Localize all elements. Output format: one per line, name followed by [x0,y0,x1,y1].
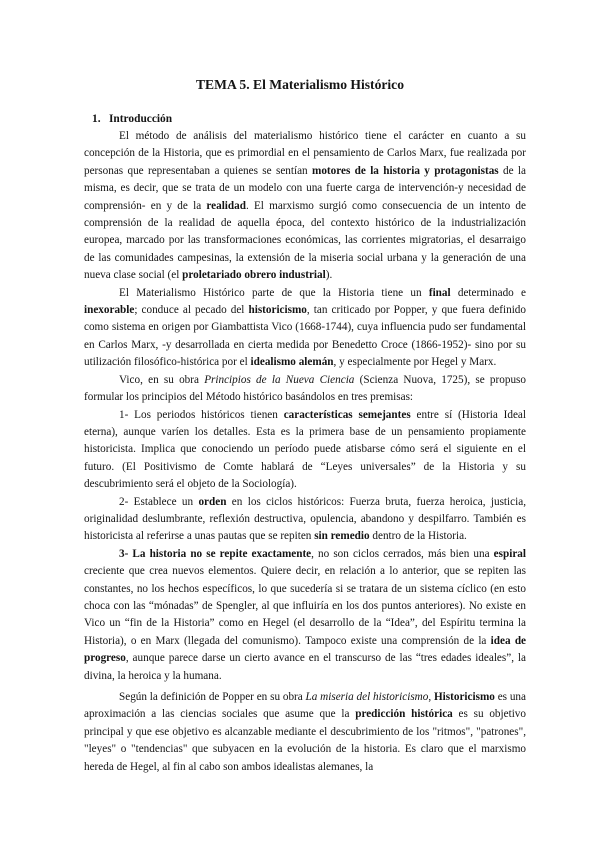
text-run: dentro de la Historia. [369,530,467,543]
paragraph [84,546,526,685]
text-run: El método de análisis del materialismo histórico tiene el carácter en cuanto a su concepción de la Historia, que es primordial en el pensamiento de Carlos Marx, fue realizada por personas que representaban a quienes se sentían [84,130,526,177]
bold-text: idealismo alemán [250,356,334,369]
text-run: , aunque parece darse un cierto avance en el transcurso de las “tres edades ideales”, la divina, la heroica y la humana. [84,652,526,682]
text-run: (Scienza Nuova, 1725), se propuso formular los principios del Método histórico basándolos en tres premisas: [84,373,526,404]
bold-text: Historicismo [433,691,495,703]
text-run: . El marxismo surgió como consecuencia de un intento de comprensión de la realidad de aquella época, del contexto histórico de la industrialización europea, marcado por las transformaciones económicas, las corrientes migratorias, el desarraigo de las comunidades campesinas, la extensión de la miseria social urbana y la generación de una nueva clase social (el [84,199,526,282]
text-run: ; conduce al pecado del [134,304,249,317]
bold-text: 3- La historia no se repite exactamente [119,547,312,560]
text-run: , y especialmente por Hegel y Marx. [333,356,497,369]
italic-text: La miseria del historicismo [305,691,429,703]
bold-text: motores de la historia y protagonistas [312,164,499,177]
text-run: , tan criticado por Popper, y que fuera definido como sistema en origen por Giambattista Vico (1668-1744), cuya influencia pudo ser fundamental en Carlos Marx, -y desarrollada en cierta medida por Benedetto Croce (1866-1952)- sino por su utilización filosófico-histórica por el [84,304,526,369]
bold-text: proletariado obrero industrial [182,269,326,282]
bold-text: realidad [206,199,246,212]
text-run: creciente que crea nuevos elementos. Quiere decir, en relación a lo anterior, que se repiten las constantes, no los hechos específicos, lo que sucedería si se tratara de un sistema cíclico (en esto choca con las “mónadas” de Spengler, al que influiría en los dos puntos anteriores). No existe en Vico un “fin de la Historia” como en Hegel (el desarrollo de la “Idea”, del Espíritu termina la Historia), o en Marx (llegada del comunismo). Tampoco existe una comprensión de la [84,565,526,647]
text-run: 1- Los periodos históricos tienen [119,408,284,421]
text-run: 2- Establece un [119,495,199,508]
bold-text: espiral [493,547,526,560]
text-run: Vico, en su obra [119,373,205,386]
paragraph [84,494,526,546]
text-run: ). [325,269,333,282]
text-run: entre sí (Historia Ideal eterna), aunque varíen los detalles. Esta es la primera base de un pensamiento propiamente historicista. Implica que conociendo un período puede atisbarse cómo será el siguiente en el futuro. (El Positivismo de Comte hablará de “Leyes universales” de la Historia y su descubrimiento será el objeto de la Sociología). [84,408,526,491]
bold-text: historicismo [248,304,307,317]
paragraph [84,285,526,372]
bold-text: sin remedio [314,530,370,543]
section-number: 1. [92,113,101,125]
text-run: El Materialismo Histórico parte de que la Historia tiene un [119,286,429,299]
document-body [84,128,526,776]
text-run: , no son ciclos cerrados, más bien una [311,547,494,560]
paragraph [84,372,526,407]
bold-text: idea de progreso [84,634,527,665]
text-run: Según la definición de Popper en su obra [119,691,306,703]
document-title: TEMA 5. El Materialismo Histórico [195,77,405,92]
text-run: es una aproximación a las ciencias sociales que asume que la [84,691,526,721]
bold-text: predicción histórica [355,708,453,721]
text-run: en los ciclos históricos: Fuerza bruta, fuerza heroica, justicia, originalidad deslumbrante, reflexión destructiva, opulencia, abandono y despilfarro. También es historicista al referirse a unas pautas que se repiten [84,495,526,543]
bold-text: final [428,286,451,299]
section-heading-text: Introducción [109,113,173,125]
text-run: , [428,691,434,703]
paragraph [84,128,526,285]
paragraph [84,407,526,494]
bold-text: orden [198,495,227,508]
italic-text: Principios de la Nueva Ciencia [204,373,355,386]
bold-text: características semejantes [283,408,411,421]
section-heading [92,111,172,128]
text-run: determinado e [450,286,526,299]
bold-text: inexorable [84,304,135,317]
text-run: es su objetivo principal y que ese objetivo es alcanzable mediante el descubrimiento de los "ritmos", "patrones", "leyes" o "tendencias" que subyacen en la evolución de la historia. Es claro que el marxismo hereda de Hegel, al fin al cabo son ambos idealistas alemanes, la [84,708,526,773]
paragraph [84,689,526,776]
text-run: de la misma, es decir, que se trata de un modelo con una fuerte carga de intervención-y necesidad de comprensión- en y de la [84,164,526,212]
